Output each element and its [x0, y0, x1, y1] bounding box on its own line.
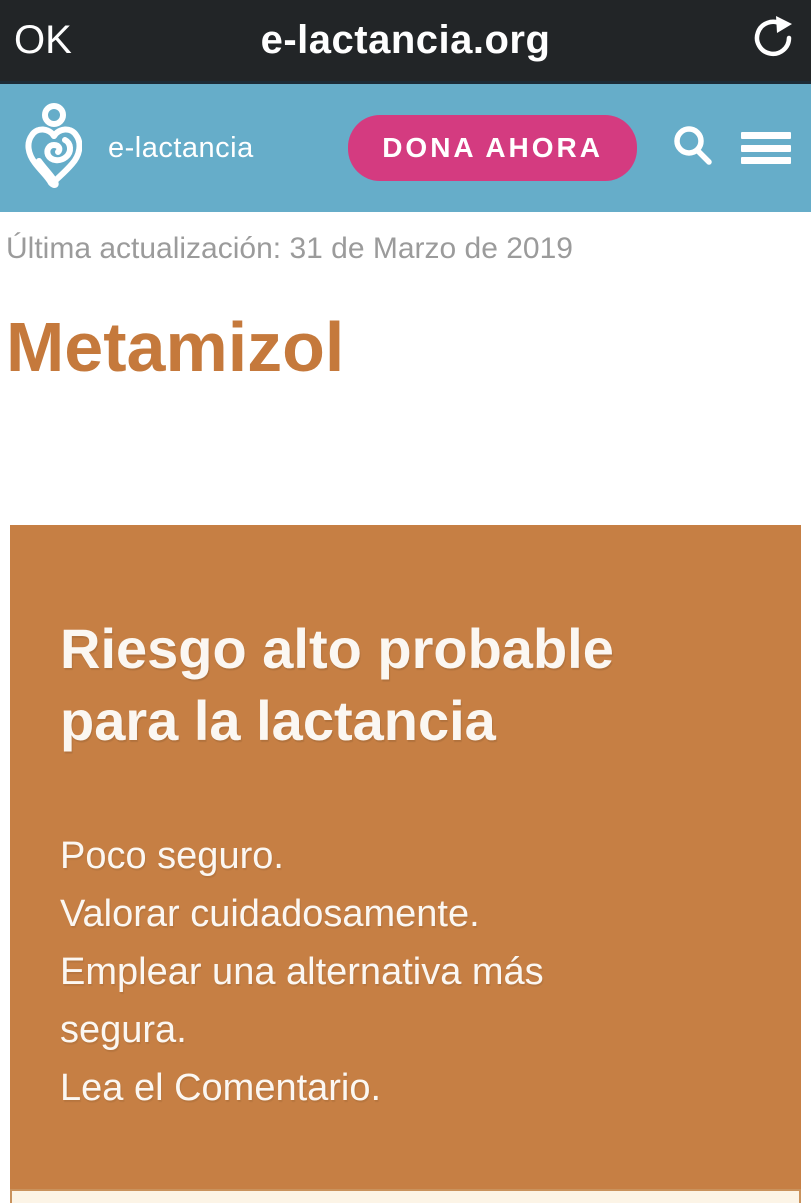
- risk-level-card[interactable]: [10, 525, 801, 1189]
- donate-now-button[interactable]: DONA AHORA: [348, 115, 637, 181]
- reload-icon: [750, 13, 796, 68]
- reload-button[interactable]: [749, 13, 797, 69]
- search-button[interactable]: [667, 122, 719, 174]
- browser-ok-button[interactable]: OK: [14, 18, 72, 62]
- page-title: Metamizol: [6, 308, 345, 386]
- last-updated-label: Última actualización: 31 de Marzo de 2019: [6, 232, 573, 265]
- site-header: [0, 84, 811, 212]
- hamburger-menu-icon[interactable]: [741, 128, 791, 168]
- browser-chrome-bar: [0, 0, 811, 84]
- next-card-top-edge: [10, 1189, 801, 1203]
- browser-url-label: e-lactancia.org: [260, 18, 551, 62]
- risk-line: Emplear una alternativa más segura.: [60, 951, 544, 1051]
- risk-description: [60, 827, 640, 1117]
- mother-baby-logo-icon[interactable]: [24, 102, 82, 194]
- search-icon: [671, 124, 715, 173]
- risk-heading: Riesgo alto probable para la lactancia: [60, 617, 614, 752]
- risk-line: Valorar cuidadosamente.: [60, 893, 480, 935]
- site-name[interactable]: e-lactancia: [108, 131, 254, 164]
- risk-line: Poco seguro.: [60, 835, 284, 877]
- risk-line: Lea el Comentario.: [60, 1067, 382, 1109]
